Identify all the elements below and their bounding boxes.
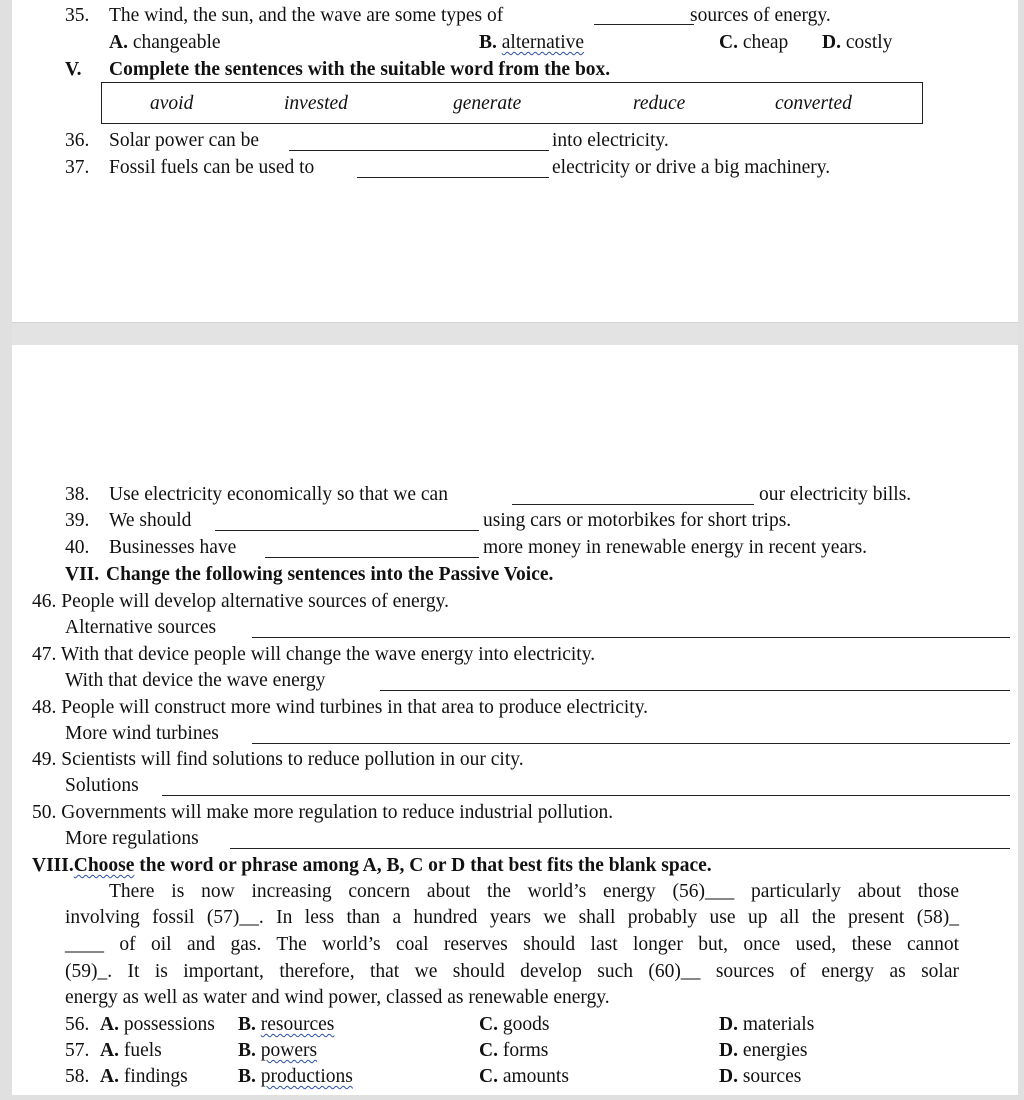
page-right-margin — [1018, 0, 1024, 1100]
q56-option-c[interactable]: C. goods — [479, 1014, 550, 1035]
section-v-numeral: V. — [65, 59, 82, 80]
q57-option-a[interactable]: A. fuels — [100, 1040, 162, 1061]
q38-text-before: Use electricity economically so that we can — [109, 484, 448, 505]
q58-option-b[interactable]: B. productions — [238, 1066, 353, 1087]
q40-text-after: more money in renewable energy in recent years. — [483, 537, 868, 558]
q57-option-c[interactable]: C. forms — [479, 1040, 549, 1061]
q47-answer-line[interactable] — [380, 690, 1010, 691]
q48-number: 48. — [32, 697, 57, 718]
q39-number: 39. — [65, 510, 90, 531]
q47-prompt: With that device the wave energy — [65, 670, 326, 691]
q57-option-d[interactable]: D. energies — [719, 1040, 808, 1061]
q40-blank[interactable] — [265, 557, 479, 558]
q50-prompt: More regulations — [65, 828, 199, 849]
q56-number: 56. — [65, 1014, 90, 1035]
q37-blank[interactable] — [357, 177, 549, 178]
q37-number: 37. — [65, 157, 90, 178]
q36-text-after: into electricity. — [552, 130, 669, 151]
q58-option-d[interactable]: D. sources — [719, 1066, 802, 1087]
q39-blank[interactable] — [215, 530, 479, 531]
q35-blank[interactable] — [594, 24, 694, 25]
q46-sentence: People will develop alternative sources of energy. — [61, 591, 449, 612]
q48-prompt: More wind turbines — [65, 723, 219, 744]
q35-number: 35. — [65, 5, 90, 26]
q47-sentence: With that device people will change the wave energy into electricity. — [60, 644, 596, 665]
q58-option-c[interactable]: C. amounts — [479, 1066, 569, 1087]
q46-number: 46. — [32, 591, 57, 612]
q58-number: 58. — [65, 1066, 90, 1087]
section-viii-numeral: VIII. — [32, 855, 74, 876]
q48-answer-line[interactable] — [252, 743, 1010, 744]
q49-number: 49. — [32, 749, 57, 770]
q40-text-before: Businesses have — [109, 537, 237, 558]
word-box-item: converted — [775, 93, 852, 114]
q36-number: 36. — [65, 130, 90, 151]
word-box-item: generate — [453, 93, 522, 114]
document-page-2 — [12, 345, 1018, 1095]
word-box — [101, 82, 923, 124]
q36-blank[interactable] — [289, 150, 549, 151]
q39-text-before: We should — [109, 510, 192, 531]
q37-text-before: Fossil fuels can be used to — [109, 157, 315, 178]
q50-answer-line[interactable] — [230, 848, 1010, 849]
q35-text-before: The wind, the sun, and the wave are some types of — [109, 5, 504, 26]
q57-number: 57. — [65, 1040, 90, 1061]
section-vii-numeral: VII. — [65, 564, 100, 585]
word-box-item: avoid — [150, 93, 194, 114]
word-box-item: reduce — [633, 93, 686, 114]
q39-text-after: using cars or motorbikes for short trips. — [483, 510, 792, 531]
document-page-1 — [12, 0, 1018, 322]
q35-option-c[interactable]: C. cheap — [719, 32, 789, 53]
q35-option-a[interactable]: A. changeable — [109, 32, 221, 53]
q56-option-d[interactable]: D. materials — [719, 1014, 815, 1035]
section-viii-first-word: Choose — [73, 855, 135, 876]
q37-text-after: electricity or drive a big machinery. — [552, 157, 831, 178]
q50-sentence: Governments will make more regulation to reduce industrial pollution. — [61, 802, 614, 823]
q35-option-d[interactable]: D. costly — [822, 32, 893, 53]
q56-option-b[interactable]: B. resources — [238, 1014, 335, 1035]
q46-prompt: Alternative sources — [65, 617, 217, 638]
page-break — [12, 322, 1018, 346]
q38-number: 38. — [65, 484, 90, 505]
section-v-title: Complete the sentences with the suitable word from the box. — [109, 59, 611, 80]
q48-sentence: People will construct more wind turbines in that area to produce electricity. — [61, 697, 649, 718]
q35-option-b[interactable]: B. alternative — [479, 32, 585, 53]
word-box-item: invested — [284, 93, 348, 114]
q50-number: 50. — [32, 802, 57, 823]
section-viii-title: the word or phrase among A, B, C or D that best fits the blank space. — [139, 855, 712, 876]
q57-option-b[interactable]: B. powers — [238, 1040, 318, 1061]
section-vii-title: Change the following sentences into the Passive Voice. — [106, 564, 554, 585]
q35-text-after: sources of energy. — [690, 5, 831, 26]
q47-number: 47. — [32, 644, 57, 665]
q36-text-before: Solar power can be — [109, 130, 259, 151]
passage-line: There is now increasing concern about the world’s energy (56)___ particularly about those — [109, 881, 959, 902]
page-bottom-edge — [0, 1095, 1024, 1100]
q38-text-after: our electricity bills. — [759, 484, 912, 505]
passage-line: (59)_. It is important, therefore, that we should develop such (60)__ sources of energy as solar — [65, 961, 959, 982]
q49-answer-line[interactable] — [162, 795, 1010, 796]
q58-option-a[interactable]: A. findings — [100, 1066, 188, 1087]
passage-line: energy as well as water and wind power, classed as renewable energy. — [65, 987, 610, 1008]
page-left-margin — [0, 0, 12, 1100]
q38-blank[interactable] — [512, 504, 754, 505]
q46-answer-line[interactable] — [252, 637, 1010, 638]
q49-prompt: Solutions — [65, 775, 139, 796]
q56-option-a[interactable]: A. possessions — [100, 1014, 215, 1035]
passage-line: involving fossil (57)__. In less than a hundred years we shall probably use up all the present (58)_ — [65, 907, 959, 928]
q40-number: 40. — [65, 537, 90, 558]
q49-sentence: Scientists will find solutions to reduce pollution in our city. — [61, 749, 524, 770]
passage-line: ____ of oil and gas. The world’s coal reserves should last longer but, once used, these cannot — [65, 934, 959, 955]
